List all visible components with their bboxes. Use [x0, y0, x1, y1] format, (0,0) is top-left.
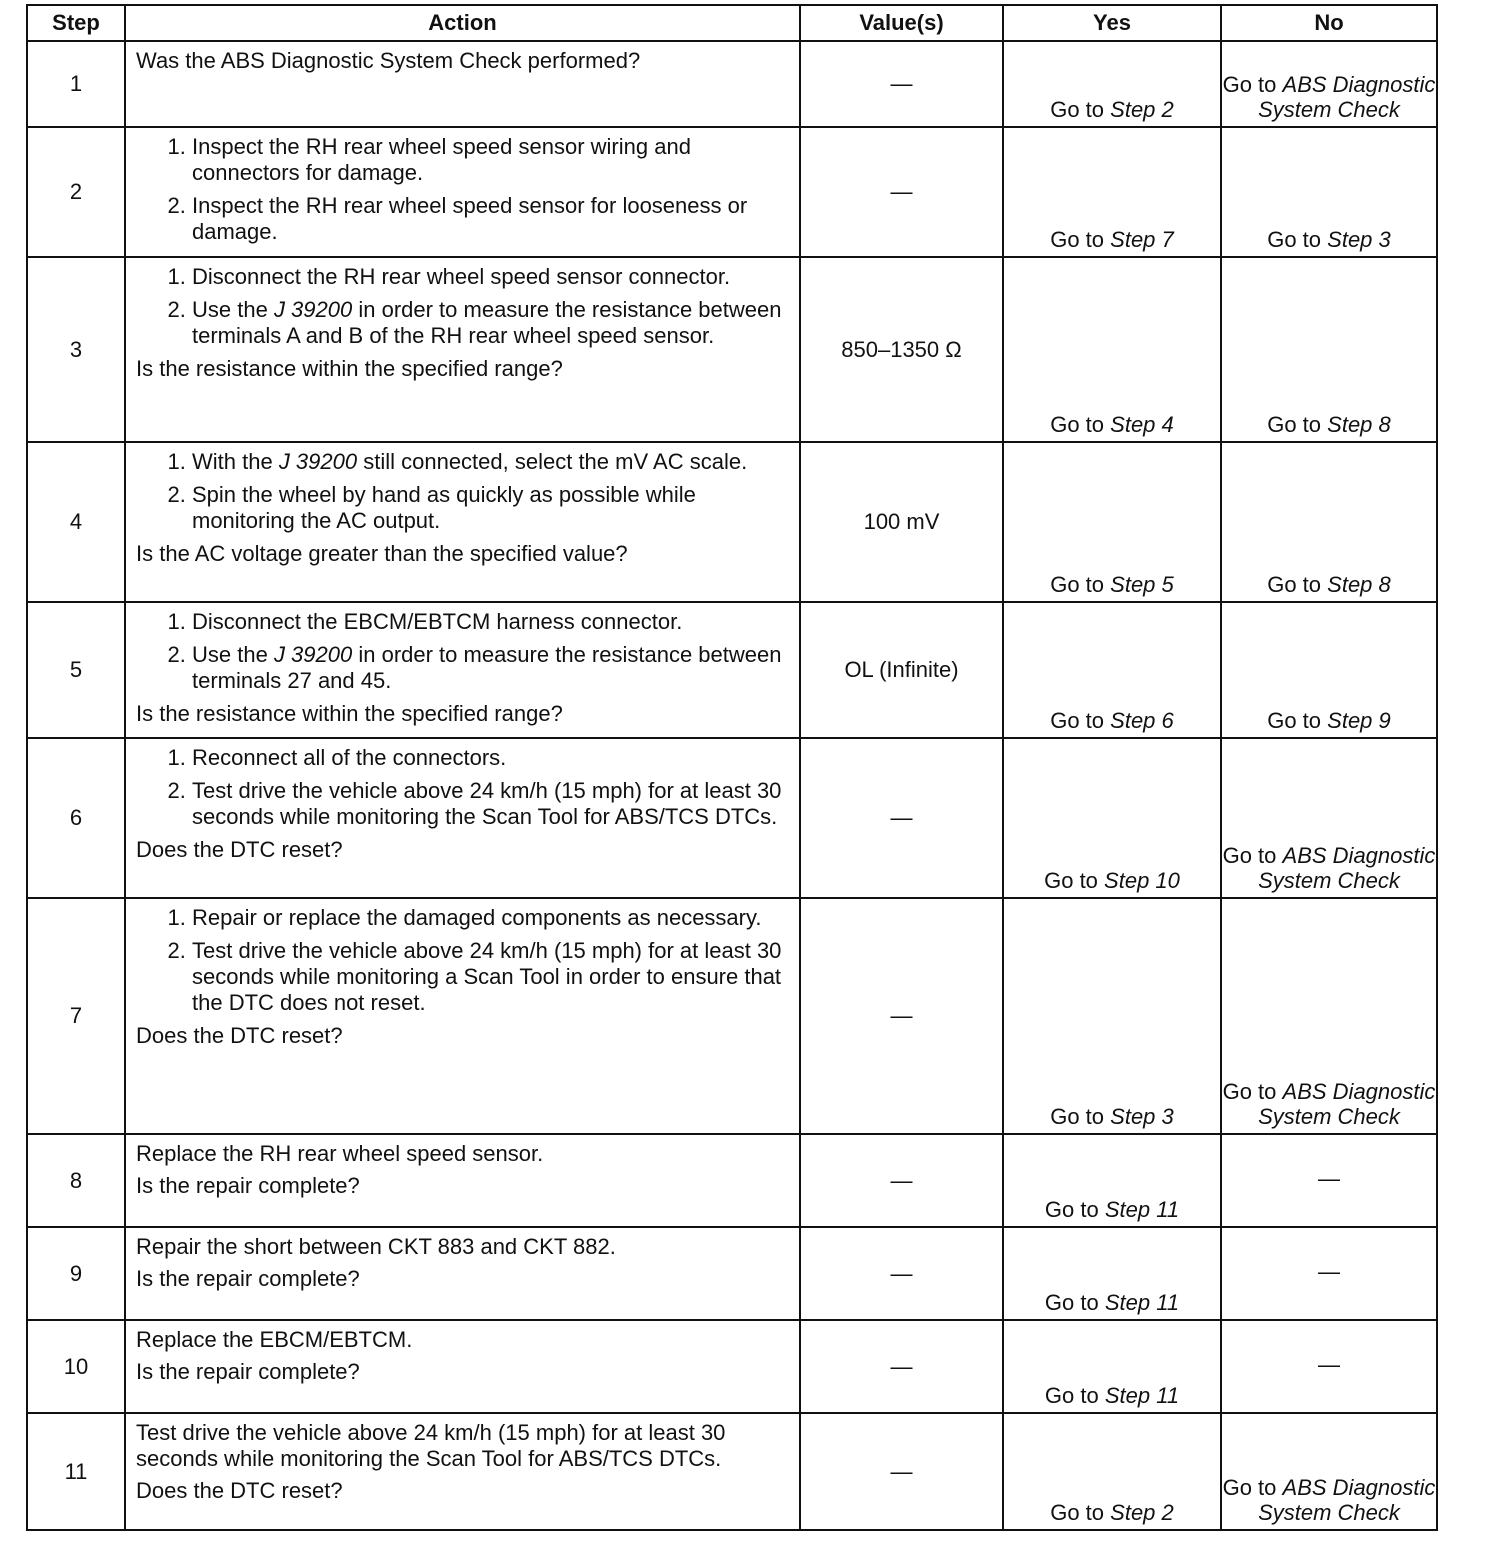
yes-cell — [1003, 442, 1221, 602]
table-row — [27, 1134, 1437, 1227]
action-steps-list — [136, 449, 789, 534]
yes-target: Step 2 — [1110, 97, 1174, 122]
no-target: — — [1318, 1166, 1340, 1191]
header-step: Step — [27, 5, 125, 41]
action-cell — [125, 898, 800, 1134]
action-steps-list — [136, 134, 789, 245]
action-text: Repair the short between CKT 883 and CKT 882. — [136, 1234, 616, 1259]
action-step-item: 1. Repair or replace the damaged components as necessary. — [192, 905, 789, 931]
action-cell — [125, 1413, 800, 1530]
action-text: Replace the RH rear wheel speed sensor. — [136, 1141, 544, 1166]
yes-target: Step 4 — [1110, 412, 1174, 437]
yes-cell — [1003, 1134, 1221, 1227]
value-cell: — — [800, 1320, 1003, 1413]
table-row — [27, 898, 1437, 1134]
no-prefix: Go to — [1222, 843, 1277, 868]
no-target: Step 8 — [1327, 572, 1391, 597]
no-cell — [1221, 1320, 1437, 1413]
action-steps-list — [136, 905, 789, 1016]
action-text: Replace the EBCM/EBTCM. — [136, 1327, 413, 1352]
no-prefix: Go to — [1222, 1079, 1277, 1104]
no-prefix: Go to — [1267, 572, 1322, 597]
yes-cell — [1003, 257, 1221, 442]
value-cell: — — [800, 41, 1003, 127]
no-cell — [1221, 1134, 1437, 1227]
action-step-item: 2. Inspect the RH rear wheel speed sensor for looseness or damage. — [192, 193, 789, 245]
yes-prefix: Go to — [1050, 227, 1105, 252]
yes-cell — [1003, 602, 1221, 738]
no-target: Step 3 — [1327, 227, 1391, 252]
action-question: Does the DTC reset? — [136, 837, 343, 862]
yes-cell — [1003, 1320, 1221, 1413]
value-cell: — — [800, 1134, 1003, 1227]
no-target: — — [1318, 1259, 1340, 1284]
yes-prefix: Go to — [1050, 412, 1105, 437]
step-number: 7 — [27, 898, 125, 1134]
table-row — [27, 1413, 1437, 1530]
value-cell: — — [800, 738, 1003, 898]
action-question: Is the AC voltage greater than the specified value? — [136, 541, 628, 566]
yes-target: Step 10 — [1104, 868, 1180, 893]
table-row — [27, 41, 1437, 127]
step-number: 9 — [27, 1227, 125, 1320]
action-text: Does the DTC reset? — [136, 1478, 343, 1503]
yes-prefix: Go to — [1050, 1500, 1105, 1525]
action-step-item: 1. Disconnect the EBCM/EBTCM harness connector. — [192, 609, 789, 635]
action-step-item: 2. Use the J 39200 in order to measure the resistance between terminals 27 and 45. — [192, 642, 789, 694]
no-cell — [1221, 257, 1437, 442]
action-question: Does the DTC reset? — [136, 1023, 343, 1048]
action-step-item: 1. Disconnect the RH rear wheel speed sensor connector. — [192, 264, 789, 290]
step-number: 3 — [27, 257, 125, 442]
action-cell — [125, 738, 800, 898]
action-cell — [125, 127, 800, 257]
action-cell — [125, 1227, 800, 1320]
action-cell — [125, 442, 800, 602]
no-cell — [1221, 1227, 1437, 1320]
step-number: 1 — [27, 41, 125, 127]
header-yes: Yes — [1003, 5, 1221, 41]
action-steps-list — [136, 609, 789, 694]
value-cell: — — [800, 1227, 1003, 1320]
step-number: 2 — [27, 127, 125, 257]
yes-prefix: Go to — [1050, 97, 1105, 122]
no-target: Step 9 — [1327, 708, 1391, 733]
yes-cell — [1003, 738, 1221, 898]
action-step-item: 1. Reconnect all of the connectors. — [192, 745, 789, 771]
action-question: Is the resistance within the specified range? — [136, 701, 563, 726]
no-prefix: Go to — [1222, 1475, 1277, 1500]
yes-prefix: Go to — [1044, 868, 1098, 893]
yes-prefix: Go to — [1044, 1197, 1099, 1222]
no-cell — [1221, 127, 1437, 257]
yes-prefix: Go to — [1050, 1104, 1105, 1129]
yes-cell — [1003, 41, 1221, 127]
no-target: ABS Diagnostic System Check — [1258, 843, 1436, 893]
step-number: 5 — [27, 602, 125, 738]
no-prefix: Go to — [1267, 227, 1322, 252]
yes-prefix: Go to — [1050, 572, 1105, 597]
no-cell — [1221, 602, 1437, 738]
table-row — [27, 738, 1437, 898]
value-cell: 100 mV — [800, 442, 1003, 602]
action-step-item: 2. Test drive the vehicle above 24 km/h (15 mph) for at least 30 seconds while monitoring the Scan Tool for ABS/TCS DTCs. — [192, 778, 789, 830]
table-row — [27, 1227, 1437, 1320]
header-action: Action — [125, 5, 800, 41]
no-target: Step 8 — [1327, 412, 1391, 437]
yes-cell — [1003, 127, 1221, 257]
action-question: Is the resistance within the specified range? — [136, 356, 563, 381]
yes-prefix: Go to — [1044, 1383, 1099, 1408]
action-text: Is the repair complete? — [136, 1359, 360, 1384]
table-row — [27, 602, 1437, 738]
step-number: 4 — [27, 442, 125, 602]
action-text: Was the ABS Diagnostic System Check performed? — [136, 48, 641, 73]
table-body — [27, 41, 1437, 1530]
no-cell — [1221, 898, 1437, 1134]
action-step-item: 2. Test drive the vehicle above 24 km/h (15 mph) for at least 30 seconds while monitoring a Scan Tool in order to ensure that the DTC does not reset. — [192, 938, 789, 1016]
yes-cell — [1003, 1413, 1221, 1530]
table-row — [27, 127, 1437, 257]
no-prefix: Go to — [1267, 708, 1322, 733]
no-cell — [1221, 41, 1437, 127]
no-prefix: Go to — [1267, 412, 1322, 437]
no-cell — [1221, 738, 1437, 898]
step-number: 6 — [27, 738, 125, 898]
value-cell: — — [800, 127, 1003, 257]
no-target: ABS Diagnostic System Check — [1258, 1079, 1436, 1129]
action-cell — [125, 602, 800, 738]
step-number: 10 — [27, 1320, 125, 1413]
no-cell — [1221, 442, 1437, 602]
step-number: 11 — [27, 1413, 125, 1530]
yes-target: Step 11 — [1104, 1197, 1180, 1222]
no-target: ABS Diagnostic System Check — [1258, 1475, 1436, 1525]
value-cell: 850–1350 Ω — [800, 257, 1003, 442]
action-cell — [125, 1320, 800, 1413]
yes-cell — [1003, 898, 1221, 1134]
yes-target: Step 6 — [1110, 708, 1174, 733]
action-step-item: 2. Use the J 39200 in order to measure the resistance between terminals A and B of the RH rear wheel speed sensor. — [192, 297, 789, 349]
table-row — [27, 442, 1437, 602]
header-no: No — [1221, 5, 1437, 41]
table-row — [27, 257, 1437, 442]
action-cell — [125, 1134, 800, 1227]
header-values: Value(s) — [800, 5, 1003, 41]
action-step-item: 1. With the J 39200 still connected, select the mV AC scale. — [192, 449, 789, 475]
action-step-item: 2. Spin the wheel by hand as quickly as possible while monitoring the AC output. — [192, 482, 789, 534]
yes-target: Step 7 — [1110, 227, 1174, 252]
value-cell: — — [800, 1413, 1003, 1530]
action-text: Is the repair complete? — [136, 1173, 360, 1198]
action-steps-list — [136, 264, 789, 349]
action-cell — [125, 41, 800, 127]
value-cell: OL (Infinite) — [800, 602, 1003, 738]
yes-cell — [1003, 1227, 1221, 1320]
action-text: Test drive the vehicle above 24 km/h (15 mph) for at least 30 seconds while monitoring the Scan Tool for ABS/TCS DTCs. — [136, 1420, 726, 1471]
yes-target: Step 11 — [1104, 1290, 1180, 1315]
no-prefix: Go to — [1222, 72, 1277, 97]
value-cell: — — [800, 898, 1003, 1134]
yes-target: Step 3 — [1110, 1104, 1174, 1129]
yes-prefix: Go to — [1050, 708, 1105, 733]
yes-target: Step 5 — [1110, 572, 1174, 597]
step-number: 8 — [27, 1134, 125, 1227]
diagnostic-table — [26, 4, 1438, 1531]
yes-target: Step 2 — [1110, 1500, 1174, 1525]
table-row — [27, 1320, 1437, 1413]
action-step-item: 1. Inspect the RH rear wheel speed sensor wiring and connectors for damage. — [192, 134, 789, 186]
action-cell — [125, 257, 800, 442]
yes-prefix: Go to — [1044, 1290, 1099, 1315]
action-steps-list — [136, 745, 789, 830]
no-target: ABS Diagnostic System Check — [1258, 72, 1436, 122]
table-header-row — [27, 5, 1437, 41]
no-target: — — [1318, 1352, 1340, 1377]
action-text: Is the repair complete? — [136, 1266, 360, 1291]
no-cell — [1221, 1413, 1437, 1530]
yes-target: Step 11 — [1104, 1383, 1180, 1408]
